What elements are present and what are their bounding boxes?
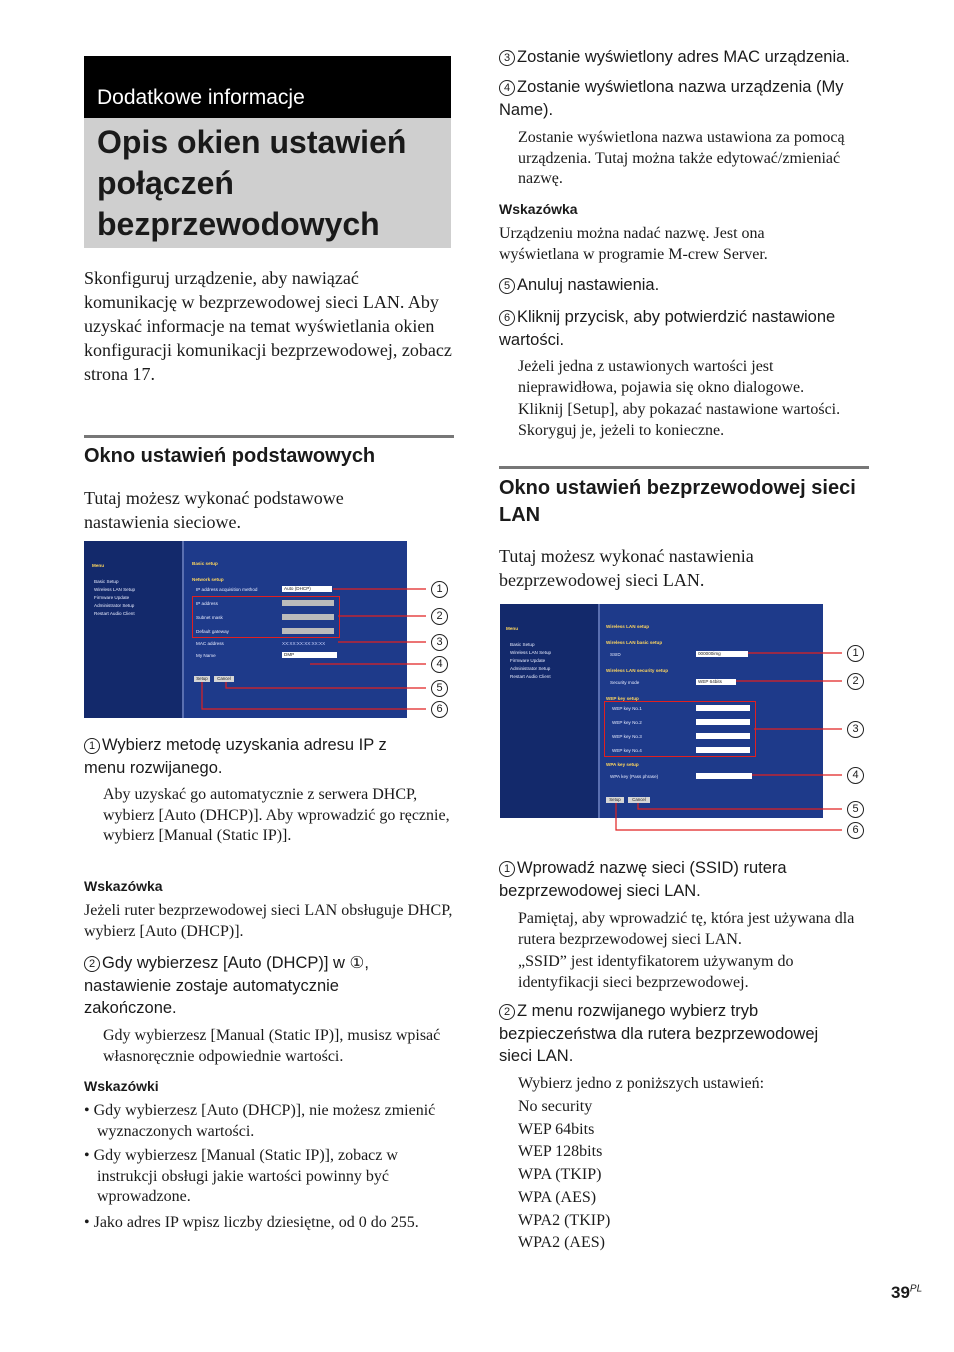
option-item: WPA (TKIP) <box>518 1166 602 1183</box>
my-name-field[interactable]: DMP <box>282 652 337 658</box>
option-item: WEP 128bits <box>518 1143 603 1160</box>
step-number: 5 <box>499 278 515 294</box>
wlan-heading: Okno ustawień bezprzewodowej sieci LAN <box>499 477 856 526</box>
mac-value: XX:XX:XX:XX:XX:XX <box>282 641 326 646</box>
menu-title: Menu <box>92 563 104 568</box>
field-label: WPA key (Pass phrase) <box>610 774 659 779</box>
step-4: 4 Zostanie wyświetlona nazwa urządzenia (My Name). <box>499 78 844 119</box>
menu-item[interactable]: Basic Setup <box>510 642 535 647</box>
callout-lines <box>500 604 870 844</box>
option-item: WPA (AES) <box>518 1189 597 1206</box>
tips-heading: Wskazówki <box>84 1078 159 1094</box>
callout-lines <box>84 541 454 731</box>
wep-key-label[interactable]: WEP key No.1 <box>612 706 642 711</box>
step-4-detail: Zostanie wyświetlona nazwa ustawiona za pomocą urządzenia. Tutaj można także edytować/zmieniać nazwę. <box>518 129 845 187</box>
group-title: Wireless LAN security setup <box>606 668 668 673</box>
divider <box>84 435 454 438</box>
group-title: Network setup <box>192 577 224 582</box>
step-2: 2 Gdy wybierzesz [Auto (DHCP)] w ①, nastawienie zostaje automatycznie zakończone. <box>84 954 369 1017</box>
step-1-detail: Aby uzyskać go automatycznie z serwera DHCP, wybierz [Auto (DHCP)]. Aby wprowadzić go ręcznie, wybierz [Manual (Static IP)]. <box>103 786 450 844</box>
field-label: Default gateway <box>196 629 229 634</box>
group-title: WEP key setup <box>606 696 639 701</box>
step-number: 3 <box>499 50 515 66</box>
callout-3: 3 <box>431 634 448 651</box>
section-title: Dodatkowe informacje <box>97 86 305 109</box>
tip-bullet: • Gdy wybierzesz [Manual (Static IP)], zobacz w instrukcji obsługi jakie wartości powinny być wprowadzone. <box>84 1147 398 1205</box>
option-item: WEP 64bits <box>518 1121 595 1138</box>
field-label: IP address <box>196 601 218 606</box>
cancel-button[interactable]: Cancel <box>214 676 234 682</box>
option-item: No security <box>518 1098 593 1115</box>
tip-bullet: • Gdy wybierzesz [Auto (DHCP)], nie możesz zmienić wyznaczonych wartości. <box>84 1102 436 1140</box>
tip-heading: Wskazówka <box>499 201 578 217</box>
wlan-step-2: 2 Z menu rozwijanego wybierz tryb bezpieczeństwa dla rutera bezprzewodowej sieci LAN. <box>499 1002 819 1065</box>
field-label: IP address acquisition method <box>196 587 258 592</box>
field-label: Security mode <box>610 680 640 685</box>
step-6-detail-2: Kliknij [Setup], aby pokazać nastawione wartości. Skoryguj je, jeżeli to konieczne. <box>518 401 841 439</box>
step-number: 2 <box>499 1004 515 1020</box>
tip-heading: Wskazówka <box>84 878 163 894</box>
callout-1: 1 <box>847 645 864 662</box>
ssid-field[interactable]: 000000img <box>696 651 748 657</box>
callout-1: 1 <box>431 581 448 598</box>
option-item: WPA2 (TKIP) <box>518 1212 611 1229</box>
divider <box>499 466 869 469</box>
step-1: 1 Wybierz metodę uzyskania adresu IP z menu rozwijanego. <box>84 736 387 777</box>
step-number: 4 <box>499 80 515 96</box>
wlan-step-1: 1 Wprowadź nazwę sieci (SSID) rutera bezprzewodowej sieci LAN. <box>499 859 787 900</box>
ip-method-dropdown[interactable]: Auto (DHCP) <box>282 586 332 592</box>
callout-2: 2 <box>847 673 864 690</box>
intro-text: Skonfiguruj urządzenie, aby nawiązać komunikację w bezprzewodowej sieci LAN. Aby uzyskać informacje na temat wyświetlania okien konfiguracji komunikacji bezprzewodowej, zobacz strona 17. <box>84 268 452 384</box>
panel-title: Basic setup <box>192 561 218 566</box>
callout-4: 4 <box>847 767 864 784</box>
step-number: 1 <box>84 738 100 754</box>
step-number: 1 <box>499 861 515 877</box>
menu-item[interactable]: Administrator Setup <box>510 666 551 671</box>
field-label: MAC address <box>196 641 224 646</box>
option-item: WPA2 (AES) <box>518 1234 605 1251</box>
tip-text: Jeżeli ruter bezprzewodowej sieci LAN obsługuje DHCP, wybierz [Auto (DHCP)]. <box>84 902 453 940</box>
callout-5: 5 <box>431 680 448 697</box>
menu-item[interactable]: Wireless LAN Setup <box>510 650 552 655</box>
wep-key-label[interactable]: WEP key No.3 <box>612 734 642 739</box>
callout-3: 3 <box>847 721 864 738</box>
field-label: SSID <box>610 652 621 657</box>
step-6-detail-1: Jeżeli jedna z ustawionych wartości jest nieprawidłowa, pojawia się okno dialogowe. <box>518 358 805 396</box>
page-title: Opis okien ustawień połączeń bezprzewodowych <box>97 124 407 242</box>
setup-button[interactable]: Setup <box>194 676 210 682</box>
wlan-step-1-detail-1: Pamiętaj, aby wprowadzić tę, która jest używana dla rutera bezprzewodowej sieci LAN. <box>518 910 855 948</box>
callout-6: 6 <box>431 701 448 718</box>
step-3: 3 Zostanie wyświetlony adres MAC urządzenia. <box>499 46 879 69</box>
menu-item[interactable]: Restart Audio Client <box>94 611 135 616</box>
callout-6: 6 <box>847 822 864 839</box>
wep-key-label[interactable]: WEP key No.2 <box>612 720 642 725</box>
tip-bullet: • Jako adres IP wpisz liczby dziesiętne, od 0 do 255. <box>84 1214 419 1231</box>
menu-item[interactable]: Basic Setup <box>94 579 119 584</box>
field-label: My Name <box>196 653 216 658</box>
step-5: 5 Anuluj nastawienia. <box>499 274 859 297</box>
menu-item[interactable]: Firmware Update <box>94 595 130 600</box>
tip-text: Urządzeniu można nadać nazwę. Jest ona wyświetlana w programie M-crew Server. <box>499 225 768 263</box>
step-number: 6 <box>499 310 515 326</box>
page-number: $39^{PL}$ <box>891 1283 923 1302</box>
wlan-step-2-detail: Wybierz jedno z poniższych ustawień: <box>518 1075 765 1092</box>
title-box <box>84 118 451 248</box>
menu-item[interactable]: Restart Audio Client <box>510 674 551 679</box>
step-number: 2 <box>84 956 100 972</box>
security-mode-dropdown[interactable]: WEP 64bits <box>696 679 736 685</box>
wlan-step-1-detail-2: „SSID” jest identyfikatorem używanym do identyfikacji sieci bezprzewodowej. <box>518 953 794 991</box>
setup-button[interactable]: Setup <box>606 797 624 803</box>
step-2-detail: Gdy wybierzesz [Manual (Static IP)], musisz wpisać własnoręcznie odpowiednie wartości. <box>103 1027 441 1065</box>
wlan-lead: Tutaj możesz wykonać nastawienia bezprzewodowej sieci LAN. <box>499 546 754 590</box>
group-title: Wireless LAN basic setup <box>606 640 663 645</box>
menu-item[interactable]: Administrator Setup <box>94 603 135 608</box>
wep-key-label[interactable]: WEP key No.4 <box>612 748 642 753</box>
menu-item[interactable]: Wireless LAN Setup <box>94 587 136 592</box>
panel-title: Wireless LAN setup <box>606 624 650 629</box>
basic-lead: Tutaj możesz wykonać podstawowe nastawienia sieciowe. <box>84 488 344 532</box>
callout-5: 5 <box>847 801 864 818</box>
basic-heading: Okno ustawień podstawowych <box>84 445 376 467</box>
group-title: WPA key setup <box>606 762 639 767</box>
field-label: Subnet mask <box>196 615 223 620</box>
step-6: 6 Kliknij przycisk, aby potwierdzić nastawione wartości. <box>499 308 836 349</box>
cancel-button[interactable]: Cancel <box>628 797 650 803</box>
menu-title: Menu <box>506 626 518 631</box>
section-bar <box>84 56 451 118</box>
menu-item[interactable]: Firmware Update <box>510 658 546 663</box>
callout-2: 2 <box>431 608 448 625</box>
callout-4: 4 <box>431 656 448 673</box>
